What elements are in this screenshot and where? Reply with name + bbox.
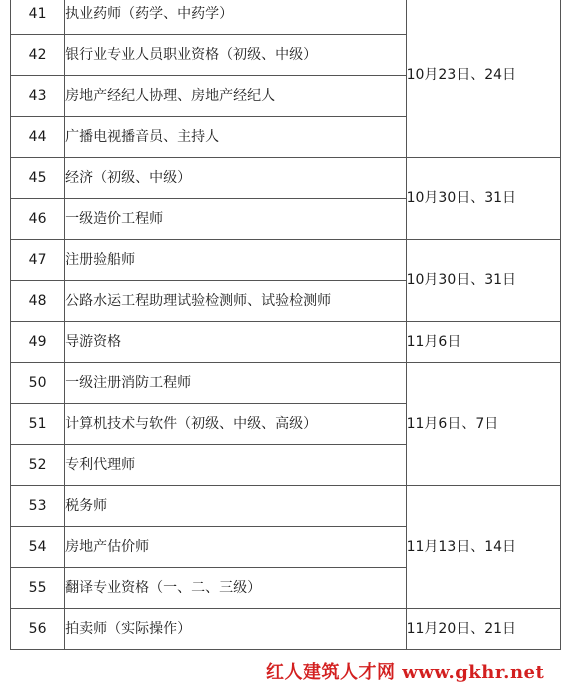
exam-name: 银行业专业人员职业资格（初级、中级）	[65, 35, 406, 76]
exam-name: 注册验船师	[65, 240, 406, 281]
table-row	[11, 322, 561, 363]
row-number: 48	[11, 281, 65, 322]
exam-date: 11月13日、14日	[406, 486, 560, 609]
exam-name: 一级造价工程师	[65, 199, 406, 240]
exam-date: 11月20日、21日	[406, 609, 560, 650]
exam-schedule-table	[10, 0, 561, 650]
exam-date: 11月6日	[406, 322, 560, 363]
row-number: 49	[11, 322, 65, 363]
exam-name: 广播电视播音员、主持人	[65, 117, 406, 158]
exam-name: 计算机技术与软件（初级、中级、高级）	[65, 404, 406, 445]
exam-name: 经济（初级、中级）	[65, 158, 406, 199]
row-number: 56	[11, 609, 65, 650]
exam-name: 房地产经纪人协理、房地产经纪人	[65, 76, 406, 117]
row-number: 47	[11, 240, 65, 281]
exam-name: 公路水运工程助理试验检测师、试验检测师	[65, 281, 406, 322]
row-number: 55	[11, 568, 65, 609]
row-number: 42	[11, 35, 65, 76]
site-watermark: 红人建筑人才网 www.gkhr.net	[266, 662, 545, 683]
exam-name: 税务师	[65, 486, 406, 527]
row-number: 52	[11, 445, 65, 486]
exam-name: 房地产估价师	[65, 527, 406, 568]
exam-name: 翻译专业资格（一、二、三级）	[65, 568, 406, 609]
row-number: 43	[11, 76, 65, 117]
exam-date: 10月30日、31日	[406, 240, 560, 322]
exam-name: 执业药师（药学、中药学）	[65, 0, 406, 35]
row-number: 50	[11, 363, 65, 404]
row-number: 41	[11, 0, 65, 35]
exam-date: 11月6日、7日	[406, 363, 560, 486]
table-row	[11, 609, 561, 650]
table-row	[11, 0, 561, 35]
exam-date: 10月30日、31日	[406, 158, 560, 240]
row-number: 53	[11, 486, 65, 527]
exam-name: 一级注册消防工程师	[65, 363, 406, 404]
exam-name: 专利代理师	[65, 445, 406, 486]
exam-date: 10月23日、24日	[406, 0, 560, 158]
exam-name: 导游资格	[65, 322, 406, 363]
row-number: 51	[11, 404, 65, 445]
exam-name: 拍卖师（实际操作）	[65, 609, 406, 650]
table-row	[11, 363, 561, 404]
row-number: 45	[11, 158, 65, 199]
table-row	[11, 486, 561, 527]
table-row	[11, 158, 561, 199]
table-row	[11, 240, 561, 281]
row-number: 44	[11, 117, 65, 158]
row-number: 54	[11, 527, 65, 568]
row-number: 46	[11, 199, 65, 240]
